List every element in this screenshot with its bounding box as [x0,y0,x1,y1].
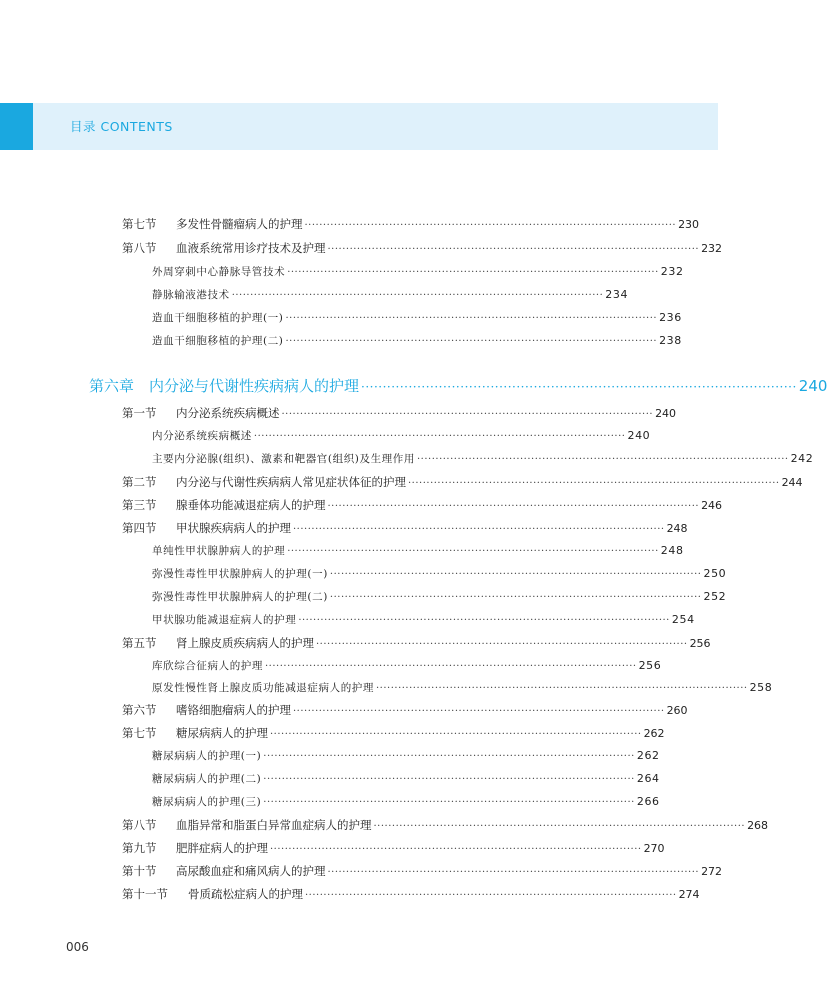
toc-page-number: 250 [703,567,727,580]
toc-entry-title: 甲状腺功能减退症病人的护理 [152,614,297,626]
leader-dots: ····································································································· [293,706,665,717]
toc-section-entry[interactable]: 第一节 内分泌系统疾病概述 ····································································································· 240 [122,402,529,424]
toc-page-number: 248 [660,544,684,557]
toc-entry-title: 糖尿病病人的护理 [176,726,268,740]
leader-dots: ····································································································· [281,409,654,420]
toc-entry-title: 外周穿刺中心静脉导管技术 [152,266,286,278]
toc-page-number: 274 [678,888,700,901]
leader-dots: ····································································································· [327,244,700,255]
toc-entry-title: 内分泌系统疾病概述 [152,430,252,442]
toc-subentry[interactable] [152,284,629,306]
toc-page-number: 246 [701,499,723,512]
toc-section-entry[interactable]: 第六节 嗜铬细胞瘤病人的护理 ····································································································· 260 [122,699,529,721]
leader-dots: ····································································································· [287,546,659,557]
toc-page-number: 258 [749,681,773,694]
toc-section-entry[interactable]: 第七节 多发性骨髓瘤病人的护理 ····································································································· 230 [122,213,529,235]
toc-entry-title: 骨质疏松症病人的护理 [188,887,303,901]
toc-entry-title: 糖尿病病人的护理(二) [152,773,262,785]
toc-entry-title: 糖尿病病人的护理(一) [152,750,262,762]
toc-entry-title: 弥漫性毒性甲状腺肿病人的护理(一) [152,568,328,580]
toc-subentry[interactable] [152,307,682,329]
header-title: 目录 CONTENTS [70,119,173,134]
leader-dots: ····································································································· [327,501,700,512]
toc-subentry[interactable] [152,609,695,631]
toc-entry-title: 血液系统常用诊疗技术及护理 [176,241,326,255]
toc-page-number: 268 [747,819,769,832]
toc-section-entry[interactable]: 第十节 高尿酸血症和痛风病人的护理 ····································································································· 272 [122,860,529,882]
toc-section-entry[interactable]: 第八节 血液系统常用诊疗技术及护理 ····································································································· 232 [122,237,529,259]
toc-section-entry[interactable]: 第三节 腺垂体功能减退症病人的护理 ····································································································· 246 [122,494,529,516]
toc-subentry[interactable] [152,540,684,562]
toc-page-number: 248 [666,522,688,535]
leader-dots: ····································································································· [316,639,688,650]
toc-page-number: 238 [659,334,682,347]
leader-dots: ····································································································· [285,336,658,347]
toc-page-number: 260 [666,704,688,717]
toc-entry-title: 血脂异常和脂蛋白异常血症病人的护理 [176,818,372,832]
leader-dots: ····································································································· [376,683,748,694]
leader-dots: ····································································································· [327,867,700,878]
toc-subentry[interactable] [152,768,660,790]
leader-dots: ····································································································· [263,774,635,785]
toc-entry-title: 肥胖症病人的护理 [176,841,268,855]
toc-page-number: 262 [643,727,665,740]
leader-dots: ····································································································· [373,821,746,832]
toc-subentry[interactable] [152,448,814,470]
leader-dots: ····································································································· [270,844,642,855]
toc-page-number: 262 [636,749,660,762]
leader-dots: ····································································································· [417,454,789,465]
toc-page-number: 240 [655,407,677,420]
leader-dots: ····································································································· [263,751,635,762]
header-accent-block [0,103,33,150]
toc-page-number: 256 [638,659,662,672]
toc-subentry[interactable] [152,330,682,352]
toc-page-number: 236 [659,311,682,324]
toc-section-entry[interactable]: 第九节 肥胖症病人的护理 ····································································································· 270 [122,837,529,859]
toc-subentry[interactable] [152,655,662,677]
toc-section-entry[interactable]: 第五节 肾上腺皮质疾病病人的护理 ····································································································· 256 [122,632,529,654]
toc-entry-title: 糖尿病病人的护理(三) [152,796,262,808]
toc-entry-title: 腺垂体功能减退症病人的护理 [176,498,326,512]
leader-dots: ····································································································· [265,661,637,672]
toc-section-entry[interactable]: 第八节 血脂异常和脂蛋白异常血症病人的护理 ····································································································· 268 [122,814,529,836]
toc-entry-title: 造血干细胞移植的护理(二) [152,335,284,347]
toc-page-number: 240 [798,377,827,395]
toc-entry-title: 肾上腺皮质疾病病人的护理 [176,636,314,650]
toc-page-number: 244 [781,476,803,489]
toc-page-number: 242 [790,452,814,465]
leader-dots: ····································································································· [329,592,702,603]
toc-subentry[interactable] [152,791,660,813]
leader-dots: ····································································································· [329,569,702,580]
leader-dots: ····································································································· [361,380,797,394]
leader-dots: ····································································································· [293,524,665,535]
leader-dots: ····································································································· [231,290,604,301]
toc-subentry[interactable] [152,586,727,608]
leader-dots: ····································································································· [287,267,659,278]
page-number: 006 [66,940,89,954]
leader-dots: ····································································································· [408,478,780,489]
toc-page-number: 272 [701,865,723,878]
toc-entry-title: 主要内分泌腺(组织)、激素和靶器官(组织)及生理作用 [152,453,415,465]
leader-dots: ····································································································· [298,615,670,626]
toc-page-number: 266 [636,795,660,808]
toc-entry-title: 内分泌系统疾病概述 [176,406,280,420]
toc-section-entry[interactable]: 第四节 甲状腺疾病病人的护理 ····································································································· 248 [122,517,529,539]
toc-page-number: 234 [605,288,629,301]
toc-subentry[interactable] [152,745,660,767]
toc-subentry[interactable] [152,261,684,283]
toc-page-number: 232 [660,265,684,278]
toc-entry-title: 弥漫性毒性甲状腺肿病人的护理(二) [152,591,328,603]
toc-entry-title: 甲状腺疾病病人的护理 [176,521,291,535]
toc-page-number: 254 [671,613,695,626]
toc-page-number: 252 [703,590,727,603]
toc-entry-title: 高尿酸血症和痛风病人的护理 [176,864,326,878]
leader-dots: ····································································································· [305,890,677,901]
toc-page-number: 230 [678,218,700,231]
toc-page-number: 232 [701,242,723,255]
toc-page-number: 270 [643,842,665,855]
leader-dots: ····································································································· [285,313,658,324]
toc-entry-title: 嗜铬细胞瘤病人的护理 [176,703,291,717]
toc-entry-title: 造血干细胞移植的护理(一) [152,312,284,324]
toc-section-entry[interactable]: 第七节 糖尿病病人的护理 ····································································································· 262 [122,722,529,744]
toc-subentry[interactable] [152,425,651,447]
toc-section-entry[interactable]: 第二节 内分泌与代谢性疾病病人常见症状体征的护理 ····································································································· 244 [122,471,529,493]
leader-dots: ····································································································· [270,729,642,740]
leader-dots: ····································································································· [253,431,626,442]
toc-entry-title: 库欣综合征病人的护理 [152,660,263,672]
toc-page-number: 256 [689,637,711,650]
toc-page-number: 240 [627,429,651,442]
toc-chapter-entry[interactable]: 第六章 内分泌与代谢性疾病病人的护理 ····································································································· 240 [89,373,531,399]
header-bar [0,103,718,150]
toc-subentry[interactable] [152,563,727,585]
toc-subentry[interactable] [152,677,773,699]
toc-entry-title: 内分泌与代谢性疾病病人常见症状体征的护理 [176,475,406,489]
leader-dots: ····································································································· [304,220,677,231]
toc-entry-title: 原发性慢性肾上腺皮质功能减退症病人的护理 [152,682,374,694]
chapter-title: 内分泌与代谢性疾病病人的护理 [149,377,360,395]
toc-page-number: 264 [636,772,660,785]
toc-section-entry[interactable]: 第十一节 骨质疏松症病人的护理 ····································································································· 274 [122,883,529,905]
toc-entry-title: 多发性骨髓瘤病人的护理 [176,217,303,231]
leader-dots: ····································································································· [263,797,635,808]
toc-entry-title: 单纯性甲状腺肿病人的护理 [152,545,286,557]
toc-entry-title: 静脉输液港技术 [152,289,230,301]
